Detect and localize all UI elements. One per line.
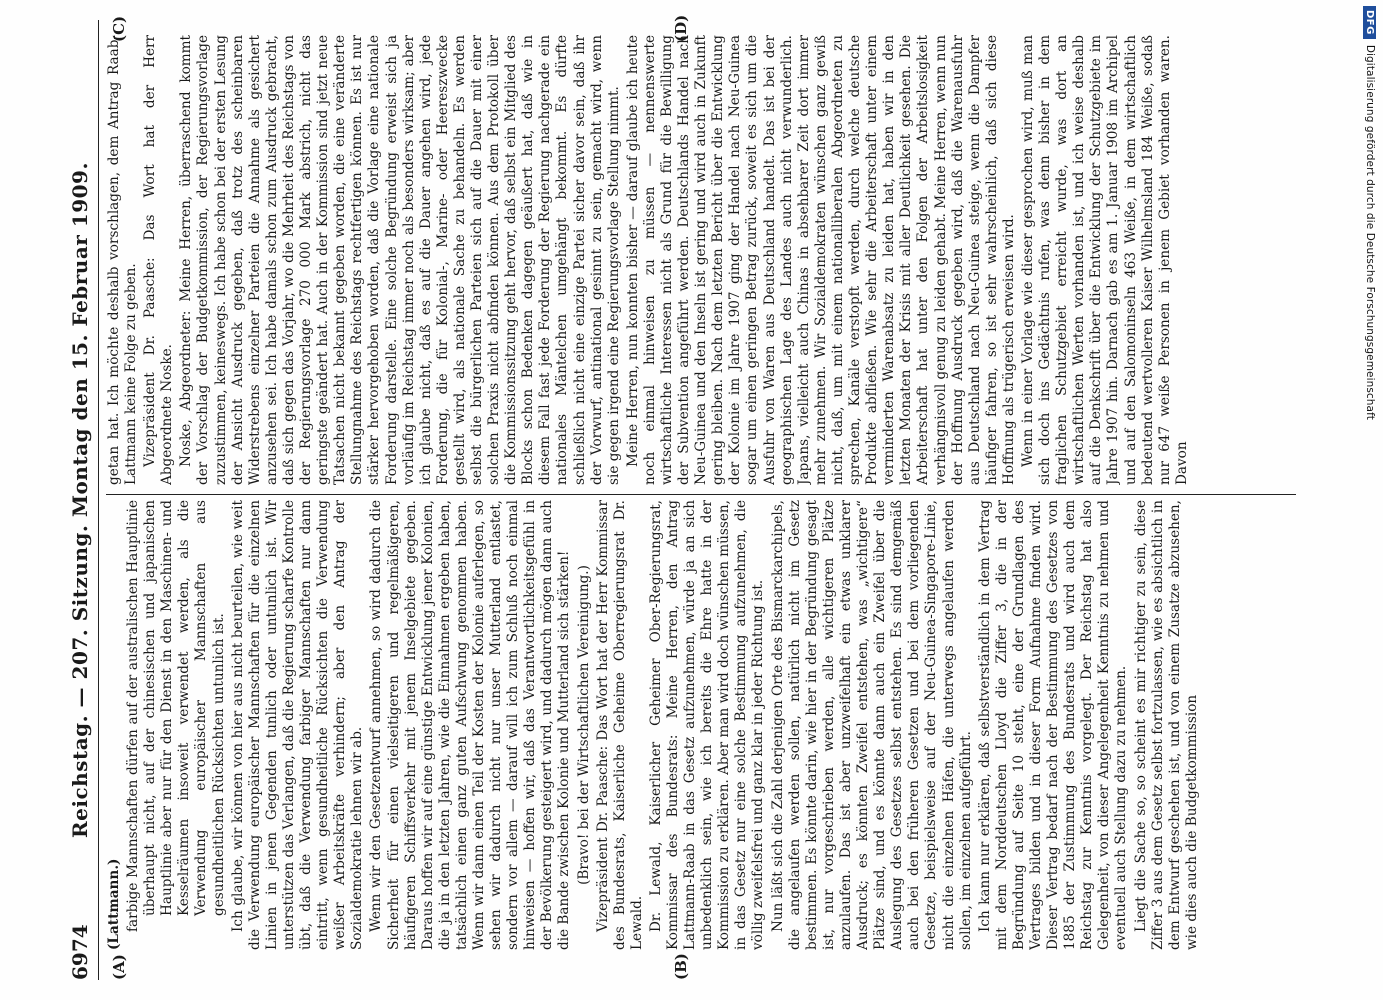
margin-marker-b: (B) xyxy=(672,953,690,980)
paragraph: Ich glaube, wir können von hier aus nicht beurteilen, wie weit die Verwendung europäischer Mannschaften für die einzelnen Linien in jenen Gegenden tunlich oder untunlich ist. Wir unterstützen das Verlangen, daß die Regierung scharfe Kontrolle übt, daß die Verwendung farbiger Mannschaften nur dann eintritt, wenn gesundheitliche Rücksichten die Verwendung weißer Arbeitskräfte verhindern; aber den Antrag der Sozialdemokratie lehnen wir ab. xyxy=(229,500,366,950)
speech-paragraph: Liegt die Sache so, so scheint es mir richtiger zu sein, diese Ziffer 3 aus dem Gesetz selbst fortzulassen, wie es absichtlich in dem Entwurf geschehen ist, und von einem Zusatze abzusehen, wie dies auch die Budgetkommission xyxy=(1132,500,1200,950)
right-column xyxy=(106,35,1306,485)
page-title: Reichstag. — 207. Sitzung. Montag den 15. Februar 1909. xyxy=(68,162,92,838)
credit-text-rotated xyxy=(1361,6,1379,986)
applause-note: (Bravo! bei der Wirtschaftlichen Vereinigung.) xyxy=(575,565,592,885)
president-intro: Vizepräsident Dr. Paasche: Das Wort hat der Herr Kommissar des Bundesrats, Kaiserliche Geheime Oberregierungsrat Dr. Lewald. xyxy=(594,500,645,950)
speech-paragraph: Nun läßt sich die Zahl derjenigen Orte des Bismarckarchipels, die angelaufen werden sollen, natürlich nicht im Gesetz bestimmen. Es könnte darin, wie hier in der Begründung gesagt ist, nur vorgeschrieben werden, alle wichtigeren Plätze anzulaufen. Das ist aber unzweifelhaft ein etwas unklarer Ausdruck; es könnten Zweifel entstehen, was „wichtigere“ Plätze sind, und es könnte dann auch ein Zweifel über die Auslegung des Gesetzes selbst entstehen. Es sind demgemäß auch bei den früheren Gesetzen und bei dem vorliegenden Gesetze, beispielsweise auf der Neu-Guinea-Singapore-Linie, nicht die einzelnen Häfen, die unterwegs angelaufen werden sollen, im einzelnen aufgeführt. xyxy=(769,500,974,950)
credit-text: Digitalisierung gefördert durch die Deutsche Forschungsgemeinschaft xyxy=(1364,44,1376,420)
speech-paragraph: Dr. Lewald, Kaiserlicher Geheimer Ober-Regierungsrat, Kommissar des Bundesrats: Meine Herren, den Antrag Lattmann-Raab in das Gesetz aufzunehmen, würde ja an sich unbedenklich sein, wie ich bereits die Ehre hatte in der Kommission zu erklären. Aber man wird doch wünschen müssen, in das Gesetz nur eine solche Bestimmung aufzunehmen, die völlig zweifelsfrei und ganz klar in jeder Richtung ist. xyxy=(647,500,767,950)
paragraph: Wenn wir den Gesetzentwurf annehmen, so wird dadurch die Sicherheit für einen vielseitigeren und regelmäßigeren, häufigeren Schiffsverkehr mit jenem Inselgebiete gegeben. Daraus hoffen wir auf eine günstige Entwicklung jener Kolonien, die ja in den letzten Jahren, wie die Einnahmen ergeben haben, tatsächlich einen ganz guten Aufschwung genommen haben. Wenn wir dann einen Teil der Kosten der Kolonie auferlegen, so sehen wir dadurch nicht nur unser Mutterland entlastet, sondern vor allem — darauf will ich zum Schluß noch einmal hinweisen — hoffen wir, daß das Verantwortlichkeitsgefühl in der Bevölkerung gesteigert wird, und dadurch mögen dann auch die Bande zwischen Kolonie und Mutterland sich stärken! xyxy=(368,500,573,950)
margin-marker-d: (D) xyxy=(672,14,690,42)
digitization-credit xyxy=(1361,6,1379,996)
speech-paragraph: Ich kann nur erklären, daß selbstverständlich in dem Vertrag mit dem Norddeutschen Lloyd die Ziffer 3, die in der Begründung auf Seite 10 steht, eine der Grundlagen des Vertrages bilden und in dieser Form Aufnahme finden wird. Dieser Vertrag bedarf nach der Bestimmung des Gesetzes von 1885 der Zustimmung des Bundesrats und wird auch dem Reichstag zur Kenntnis vorgelegt. Der Reichstag hat also Gelegenheit, von dieser Angelegenheit Kenntnis zu nehmen und eventuell auch Stellung dazu zu nehmen. xyxy=(976,500,1130,950)
president-intro: Vizepräsident Dr. Paasche: Das Wort hat der Herr Abgeordnete Noske. xyxy=(142,35,176,485)
left-column xyxy=(106,500,1306,950)
dfg-logo: DFG xyxy=(1364,6,1377,39)
rotated-page-content xyxy=(62,14,1312,980)
margin-marker-a: (A) xyxy=(110,954,128,980)
page-number: 6974 xyxy=(68,924,92,980)
margin-marker-c: (C) xyxy=(110,15,128,42)
quoted-provision: farbige Mannschaften dürfen auf der australischen Hauptlinie überhaupt nicht, auf der chinesischen und japanischen Hauptlinie aber nur für den Dienst in den Maschinen- und Kesselräumen insoweit verwendet werden, als die Verwendung europäischer Mannschaften aus gesundheitlichen Rücksichten untunlich ist. xyxy=(125,500,227,932)
paragraph-continuation: getan hat. Ich möchte deshalb vorschlagen, dem Antrag Raab-Lattmann keine Folge zu geben. xyxy=(106,35,140,485)
column-divider xyxy=(106,494,1296,495)
page-header xyxy=(62,20,99,980)
speech-paragraph: Meine Herren, nun konnten bisher — darauf glaube ich heute noch einmal hinweisen zu müssen — nennenswerte wirtschaftliche Interessen nicht als Grund für die Bewilligung der Subvention angeführt werden. Deutschlands Handel nach Neu-Guinea und den Inseln ist gering und wird auch in Zukunft gering bleiben. Nach dem letzten Bericht über die Entwicklung der Kolonie im Jahre 1907 ging der Handel nach Neu-Guinea sogar um einen geringen Betrag zurück, soweit es sich um die Ausfuhr von Waren aus Deutschland handelt. Das ist bei der geographischen Lage des Landes auch nicht verwunderlich. Japans, vielleicht auch Chinas in absehbarer Zeit dort immer mehr zunehmen. Wir Sozialdemokraten wünschen ganz gewiß nicht, daß, um mit einem nationalliberalen Abgeordneten zu sprechen, Kanäle verstopft werden, durch welche deutsche Produkte abfließen. Wie sehr die Arbeiterschaft unter einem verminderten Warenabsatz zu leiden hat, haben wir in den letzten Monaten der Krisis mit aller Deutlichkeit gesehen. Die Arbeiterschaft hat unter den Folgen der Arbeitslosigkeit verhängnisvoll genug zu leiden gehabt. Meine Herren, wenn nun der Hoffnung Ausdruck gegeben wird, daß die Warenausfuhr aus Deutschland nach Neu-Guinea steige, wenn die Dampfer häufiger fahren, so ist sehr wahrscheinlich, daß sich diese Hoffnung als trügerisch erweisen wird. xyxy=(624,35,1017,485)
speech-paragraph: Noske, Abgeordneter: Meine Herren, überraschend kommt der Vorschlag der Budgetkommission, der Regierungsvorlage zuzustimmen, keineswegs. Ich habe schon bei der ersten Lesung der Ansicht Ausdruck gegeben, daß trotz des scheinbaren Widerstrebens einzelner Parteien die Annahme als gesichert anzusehen sei. Ich habe damals schon zum Ausdruck gebracht, daß sich gegen das Vorjahr, wo die Mehrheit des Reichstags von der Regierungsvorlage 270 000 Mark abstrich, nicht das geringste geändert hat. Auch in der Kommission sind jetzt neue Tatsachen nicht bekannt gegeben worden, die eine veränderte Stellungnahme des Reichstags rechtfertigen können. Es ist nur stärker hervorgehoben worden, daß die Vorlage eine nationale Forderung darstelle. Eine solche Begründung erweist sich ja vorläufig im Reichstag immer noch als besonders wirksam; aber ich glaube nicht, daß es auf die Dauer angehen wird, jede Forderung, die für Kolonial-, Marine- oder Heereszwecke gestellt wird, als nationale Sache zu behandeln. Es werden selbst die bürgerlichen Parteien sich auf die Dauer mit einer solchen Praxis nicht abfinden können. Aus dem Protokoll über die Kommissionssitzung geht hervor, daß selbst ein Mitglied des Blocks schon Bedenken dagegen geäußert hat, daß wie in diesem Fall fast jede Forderung der Regierung nachgerade ein nationales Mäntelchen umgehängt bekommt. Es dürfte schließlich nicht eine einzige Partei sicher davor sein, daß ihr der Vorwurf, antinational gesinnt zu sein, gemacht wird, wenn sie gegen irgend eine Regierungsvorlage Stellung nimmt. xyxy=(178,35,622,485)
speech-paragraph: Wenn in einer Vorlage wie dieser gesprochen wird, muß man sich doch ins Gedächtnis rufen, was denn bisher in dem fraglichen Schutzgebiet erreicht wurde, was dort an wirtschaftlichen Werten vorhanden ist, und ich weise deshalb auf die Denkschrift über die Entwicklung der Schutzgebiete im Jahre 1907 hin. Darnach gab es am 1. Januar 1908 im Archipel und auf den Salomoninseln 463 Weiße, in dem wirtschaftlich bedeutend wertvolleren Kaiser Wilhelmsland 184 Weiße, sodaß nur 647 weiße Personen in jenem Gebiet vorhanden waren. Davon xyxy=(1019,35,1190,485)
running-head: (Lattmann.) xyxy=(106,858,122,950)
